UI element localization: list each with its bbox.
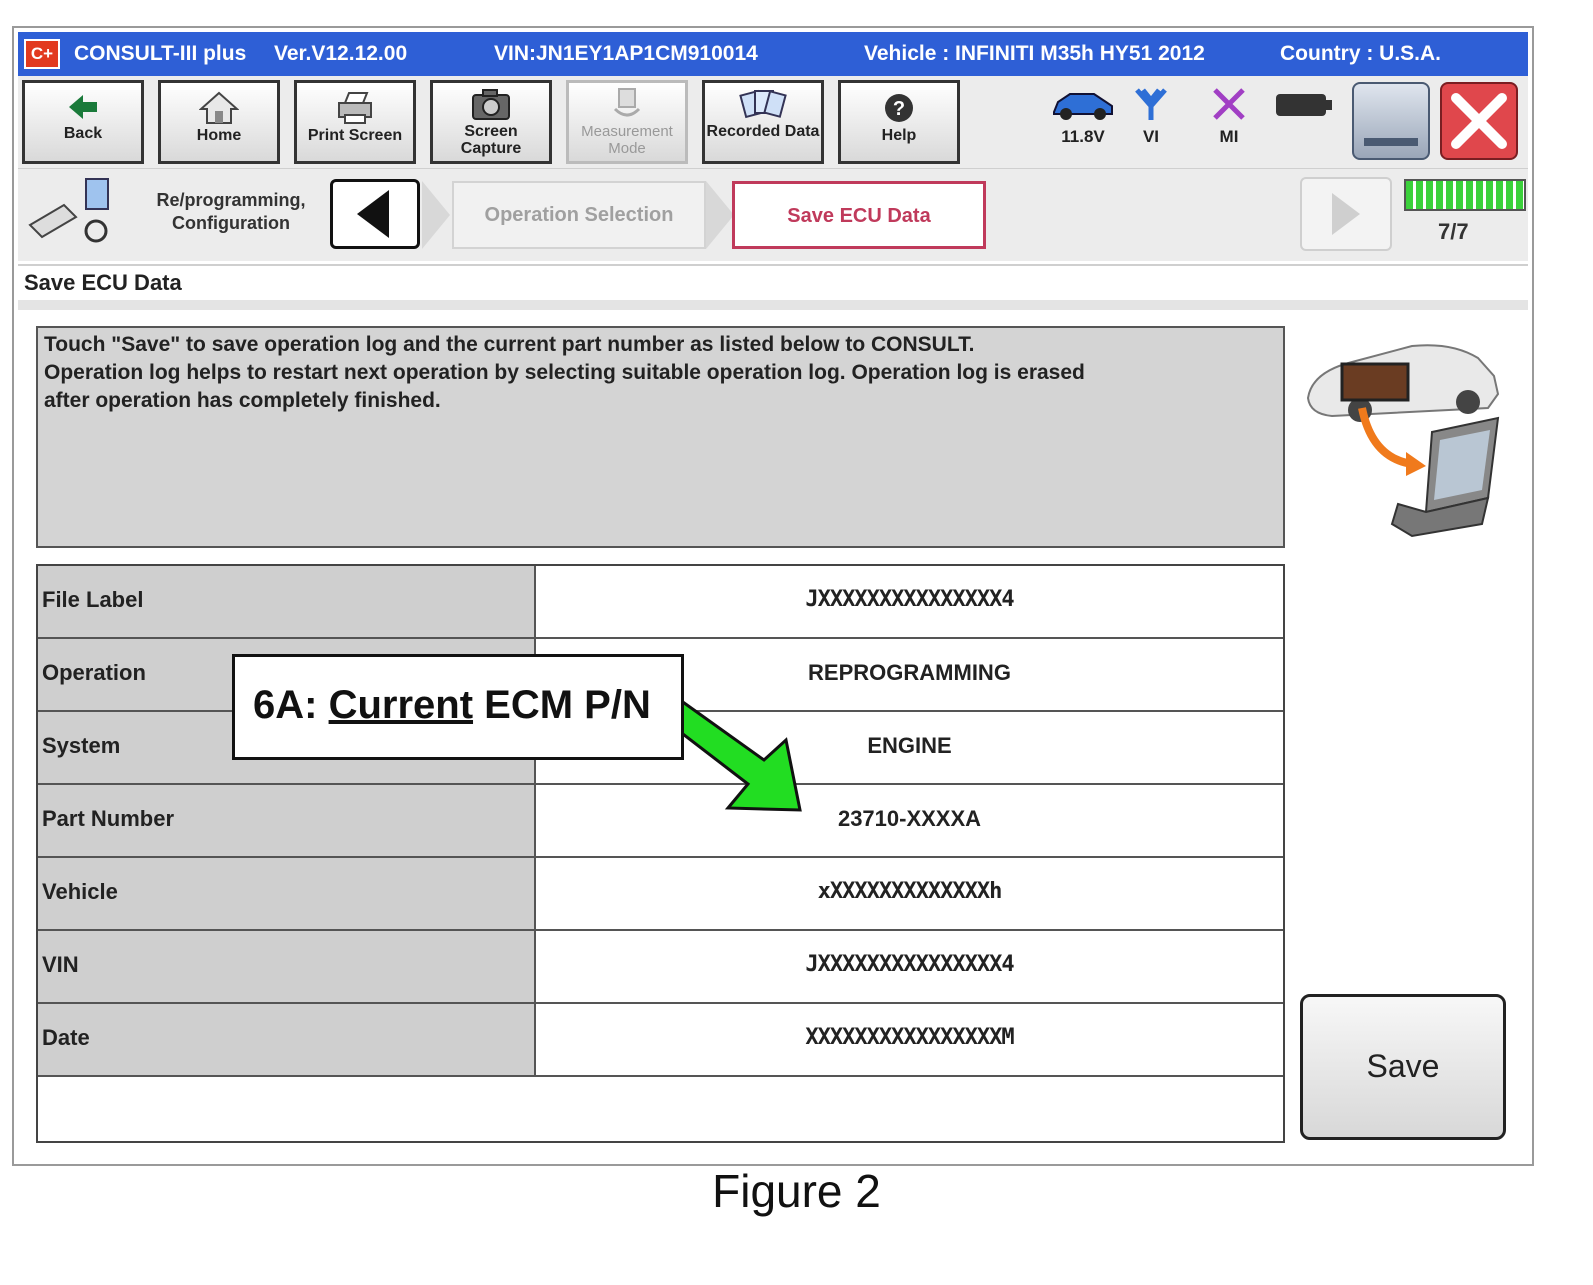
row-label: Date: [38, 1004, 536, 1075]
print-screen-button[interactable]: Print Screen: [294, 80, 416, 164]
row-label: Vehicle: [38, 858, 536, 929]
car-to-laptop-illustration-icon: [1302, 328, 1512, 538]
triangle-right-icon: [1302, 179, 1390, 249]
back-button[interactable]: Back: [22, 80, 144, 164]
step-save-ecu-data[interactable]: Save ECU Data: [732, 181, 986, 249]
country-label: Country : U.S.A.: [1280, 42, 1441, 65]
screen-capture-button[interactable]: Screen Capture: [430, 80, 552, 164]
minimize-button[interactable]: [1352, 82, 1430, 160]
antenna-icon: [1131, 86, 1171, 122]
help-icon: [881, 91, 917, 125]
minimize-icon: [1354, 84, 1428, 158]
app-name: CONSULT-III plus: [74, 42, 247, 65]
table-row: [38, 566, 1283, 639]
close-icon: [1442, 84, 1516, 158]
recorded-data-button[interactable]: Recorded Data: [702, 80, 824, 164]
row-label: Operation: [38, 639, 536, 710]
table-row: [38, 858, 1283, 931]
printer-icon: [333, 91, 377, 125]
title-bar: [18, 32, 1528, 76]
help-button[interactable]: ? Help: [838, 80, 960, 164]
home-icon: [199, 91, 239, 125]
chevron-right-icon: [422, 181, 452, 249]
back-arrow-icon: [65, 91, 101, 123]
divider: [18, 300, 1528, 310]
step-progress-bar: [1404, 179, 1526, 211]
page-category-title: Re/programming, Configuration: [156, 190, 306, 233]
page-title: Save ECU Data: [18, 264, 1528, 300]
save-button[interactable]: Save: [1300, 994, 1506, 1140]
instruction-message: Touch "Save" to save operation log and the current part number as listed below to CONSULT. Operation log helps to restart next operation by selecting suitable operation log. Operation log is erased after operation has completely finished.: [36, 326, 1285, 548]
svg-text:?: ?: [892, 98, 906, 120]
triangle-left-icon: [333, 182, 417, 246]
row-label: VIN: [38, 931, 536, 1002]
vin-label: VIN:JN1EY1AP1CM910014: [494, 42, 758, 65]
table-row: [38, 931, 1283, 1004]
camera-icon: [469, 87, 513, 121]
row-value: xXXXXXXXXXXXXXh: [817, 879, 1002, 904]
breadcrumb: [18, 168, 1528, 261]
app-version: Ver.V12.12.00: [274, 42, 408, 65]
step-operation-selection[interactable]: Operation Selection: [452, 181, 706, 249]
row-label: Part Number: [38, 785, 536, 856]
measurement-icon: [609, 87, 645, 121]
figure-caption: Figure 2: [712, 1165, 881, 1217]
table-row: [38, 1004, 1283, 1077]
row-value: XXXXXXXXXXXXXXXXM: [805, 1025, 1014, 1050]
car-icon: [1050, 86, 1116, 122]
toolbar: [18, 76, 1528, 168]
step-counter: 7/7: [1438, 219, 1469, 244]
vi-status: VI: [1126, 86, 1176, 147]
part-number-value: 23710-XXXXA: [837, 806, 982, 831]
battery-icon: [1274, 86, 1334, 122]
mi-status: MI: [1204, 86, 1254, 147]
consult-logo-icon: C+: [24, 39, 60, 69]
next-step-button[interactable]: [1300, 177, 1392, 251]
previous-step-button[interactable]: [330, 179, 420, 249]
battery-status: [1274, 86, 1334, 127]
row-value: ENGINE: [867, 733, 952, 758]
vehicle-label: Vehicle : INFINITI M35h HY51 2012: [864, 42, 1205, 65]
measurement-mode-button[interactable]: Measurement Mode: [566, 80, 688, 164]
annotation-callout: 6A: Current ECM P/N: [232, 654, 684, 760]
recorded-data-icon: [739, 87, 787, 121]
disconnected-x-icon: [1211, 86, 1247, 122]
row-label: System: [38, 712, 536, 783]
consult-window: [12, 26, 1534, 1166]
home-button[interactable]: Home: [158, 80, 280, 164]
battery-voltage-status: 11.8V: [1048, 86, 1118, 147]
reprogramming-icon: [24, 175, 120, 251]
ecu-data-table: [36, 564, 1285, 1143]
row-value: JXXXXXXXXXXXXXXX4: [805, 952, 1014, 977]
close-button[interactable]: [1440, 82, 1518, 160]
row-value: JXXXXXXXXXXXXXXX4: [805, 587, 1014, 612]
row-label: File Label: [38, 566, 536, 637]
row-value: REPROGRAMMING: [808, 660, 1011, 685]
